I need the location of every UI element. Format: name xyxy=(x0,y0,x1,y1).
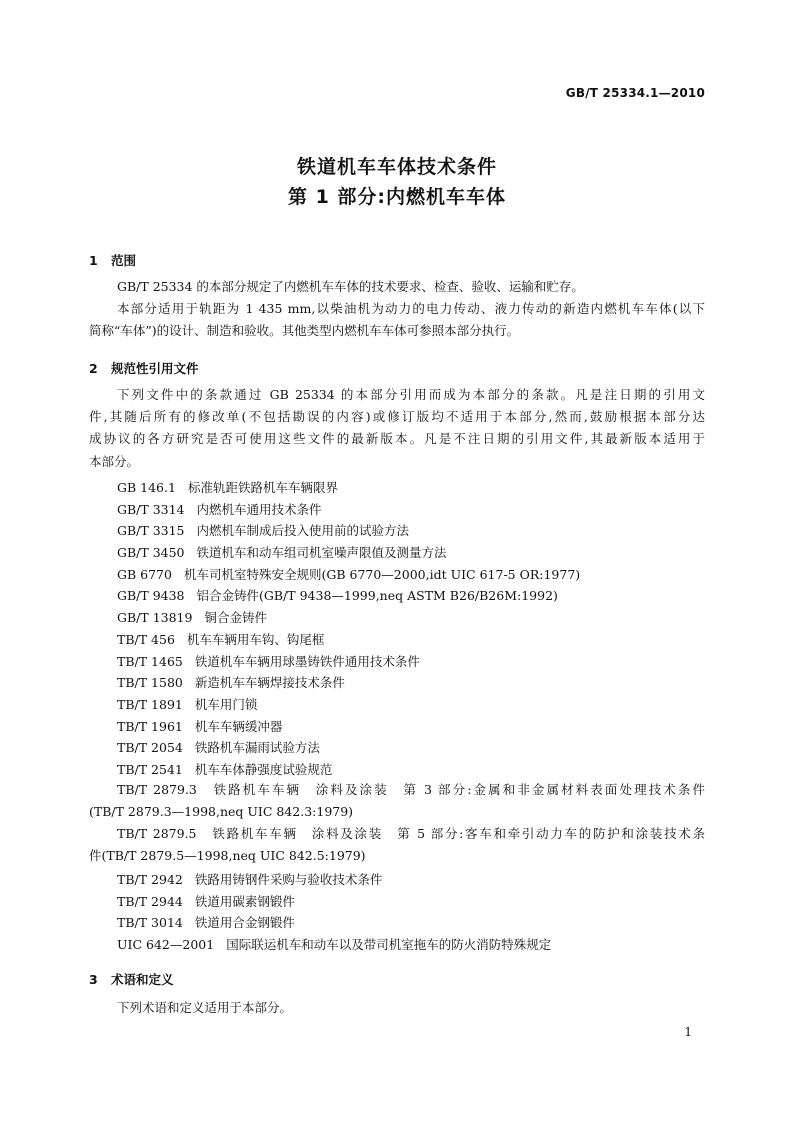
reference-code: TB/T 2054 xyxy=(117,740,183,755)
reference-item xyxy=(117,500,322,518)
reference-code: GB/T 3315 xyxy=(117,523,185,538)
reference-item xyxy=(117,586,558,604)
paragraph: 下列文件中的条款通过 GB 25334 的本部分引用而成为本部分的条款。凡是注日期的引用文 xyxy=(117,387,705,402)
reference-item-multiline: TB/T 2879.5 铁路机车车辆 涂料及涂装 第 5 部分:客车和牵引动力车的防护和涂装技术条 xyxy=(117,826,705,841)
reference-title: 内燃机车制成后投入使用前的试验方法 xyxy=(196,523,410,538)
reference-title: 机车车辆用车钩、钩尾框 xyxy=(186,632,325,647)
reference-item xyxy=(117,521,409,539)
paragraph: GB/T 25334 的本部分规定了内燃机车车体的技术要求、检查、验收、运输和贮存。 xyxy=(117,279,584,294)
reference-code: GB 146.1 xyxy=(117,480,176,495)
reference-title: 铁道机车和动车组司机室噪声限值及测量方法 xyxy=(196,545,447,560)
reference-item xyxy=(117,543,447,561)
reference-item-continuation: 件(TB/T 2879.5—1998,neq UIC 842.5:1979) xyxy=(89,848,366,863)
paragraph: 本部分。 xyxy=(89,454,140,469)
section-heading-terms-and-definitions xyxy=(89,970,174,988)
reference-item xyxy=(117,935,551,953)
reference-title: 内燃机车通用技术条件 xyxy=(196,502,322,517)
reference-code: GB 6770 xyxy=(117,567,172,582)
section-title: 规范性引用文件 xyxy=(111,361,199,376)
reference-code: TB/T 3014 xyxy=(117,915,183,930)
paragraph: 本部分适用于轨距为 1 435 mm,以柴油机为动力的电力传动、液力传动的新造内燃机车车体(以下 xyxy=(117,301,705,316)
paragraph: 简称“车体”)的设计、制造和验收。其他类型内燃机车车体可参照本部分执行。 xyxy=(89,323,520,338)
reference-title: 机车用门锁 xyxy=(194,697,258,712)
reference-title: 铁路用铸钢件采购与验收技术条件 xyxy=(194,872,383,887)
reference-item xyxy=(117,608,267,626)
reference-item xyxy=(117,913,295,931)
reference-title: 机车司机室特殊安全规则(GB 6770—2000,idt UIC 617-5 OR:1977) xyxy=(183,567,581,582)
reference-code: TB/T 1580 xyxy=(117,675,183,690)
reference-item xyxy=(117,673,345,691)
reference-title: 机车车体静强度试验规范 xyxy=(194,762,333,777)
reference-title: 标准轨距铁路机车车辆限界 xyxy=(187,480,338,495)
reference-title: 新造机车车辆焊接技术条件 xyxy=(194,675,345,690)
reference-item xyxy=(117,565,580,583)
reference-item xyxy=(117,738,320,756)
reference-item-multiline: TB/T 2879.3 铁路机车车辆 涂料及涂装 第 3 部分:金属和非金属材料表面处理技术条件 xyxy=(117,782,705,797)
page-number: 1 xyxy=(684,1025,692,1039)
section-heading-scope xyxy=(89,251,136,269)
document-title: 铁道机车车体技术条件 xyxy=(296,156,497,178)
section-number: 2 xyxy=(89,361,98,376)
paragraph: 成协议的各方研究是否可使用这些文件的最新版本。凡是不注日期的引用文件,其最新版本适用于 xyxy=(89,431,705,446)
reference-code: TB/T 456 xyxy=(117,632,175,647)
reference-item xyxy=(117,760,332,778)
reference-title: 铁道用碳素钢锻件 xyxy=(194,894,295,909)
section-number: 1 xyxy=(89,253,98,268)
reference-code: GB/T 13819 xyxy=(117,610,193,625)
section-title: 术语和定义 xyxy=(111,972,174,987)
reference-title: 铜合金铸件 xyxy=(204,610,267,625)
reference-code: TB/T 1891 xyxy=(117,697,183,712)
reference-item xyxy=(117,478,338,496)
reference-title: 铁路机车漏雨试验方法 xyxy=(194,740,320,755)
reference-code: GB/T 3450 xyxy=(117,545,185,560)
section-title: 范围 xyxy=(111,253,137,268)
reference-code: TB/T 1465 xyxy=(117,654,183,669)
reference-code: TB/T 1961 xyxy=(117,719,183,734)
reference-item xyxy=(117,652,420,670)
reference-item xyxy=(117,630,324,648)
reference-item xyxy=(117,892,295,910)
reference-item xyxy=(117,695,257,713)
reference-code: UIC 642—2001 xyxy=(117,937,215,952)
reference-title: 铝合金铸件(GB/T 9438—1999,neq ASTM B26/B26M:1992) xyxy=(196,588,558,603)
reference-title: 铁道用合金钢锻件 xyxy=(194,915,295,930)
reference-title: 铁道机车车辆用球墨铸铁件通用技术条件 xyxy=(194,654,420,669)
reference-item-continuation: (TB/T 2879.3—1998,neq UIC 842.3:1979) xyxy=(89,804,354,819)
reference-code: TB/T 2944 xyxy=(117,894,183,909)
section-number: 3 xyxy=(89,972,98,987)
reference-code: GB/T 3314 xyxy=(117,502,185,517)
reference-code: GB/T 9438 xyxy=(117,588,185,603)
reference-title: 国际联运机车和动车以及带司机室拖车的防火消防特殊规定 xyxy=(226,937,552,952)
standard-code: GB/T 25334.1—2010 xyxy=(565,86,705,100)
reference-item xyxy=(117,870,382,888)
paragraph: 件,其随后所有的修改单(不包括勘误的内容)或修订版均不适用于本部分,然而,鼓励根据本部分达 xyxy=(89,409,705,424)
reference-item xyxy=(117,717,282,735)
document-subtitle: 第 1 部分:内燃机车车体 xyxy=(287,186,507,208)
section-heading-normative-references xyxy=(89,359,199,377)
reference-code: TB/T 2541 xyxy=(117,762,183,777)
paragraph: 下列术语和定义适用于本部分。 xyxy=(117,1000,293,1015)
reference-code: TB/T 2942 xyxy=(117,872,183,887)
reference-title: 机车车辆缓冲器 xyxy=(194,719,283,734)
